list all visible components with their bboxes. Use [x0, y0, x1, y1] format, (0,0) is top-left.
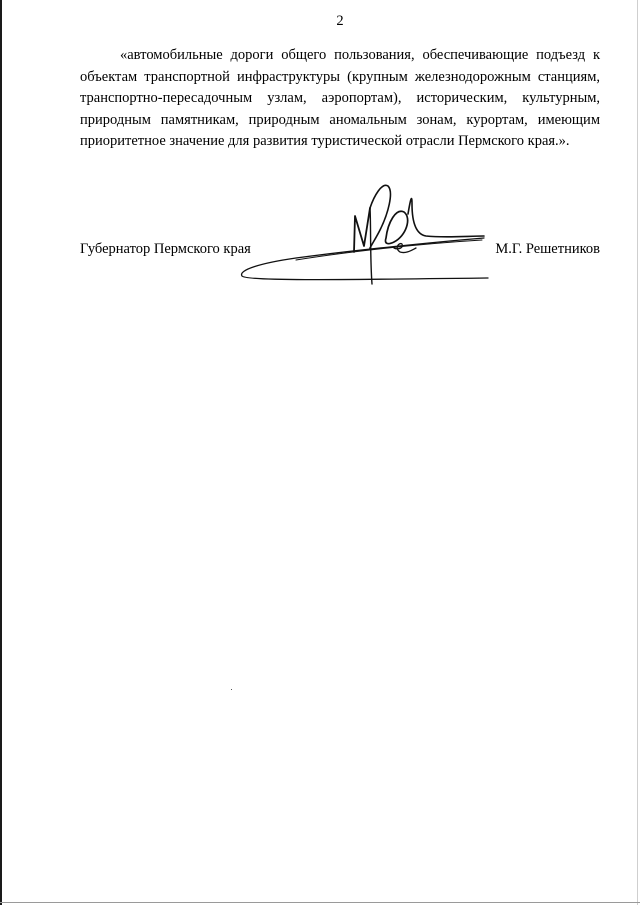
handwritten-signature — [236, 178, 492, 288]
page-bottom-border — [0, 902, 640, 903]
signer-name: М.Г. Решетников — [495, 241, 600, 257]
page-number: 2 — [336, 13, 344, 29]
page-right-border — [637, 0, 638, 905]
signer-position: Губернатор Пермского края — [80, 241, 251, 257]
body-paragraph: «автомобильные дороги общего пользования, обеспечивающие подъезд к объектам транспортной инфраструктуры (крупным железнодорожным станциям, транспортно-пересадочным узлам, аэропортам), историческим, культурным, природным памятникам, природным аномальным зонам, курортам, имеющим приоритетное значение для развития туристической отрасли Пермского края.». — [80, 47, 600, 149]
page-left-border — [0, 0, 2, 905]
scan-speck — [231, 689, 232, 690]
